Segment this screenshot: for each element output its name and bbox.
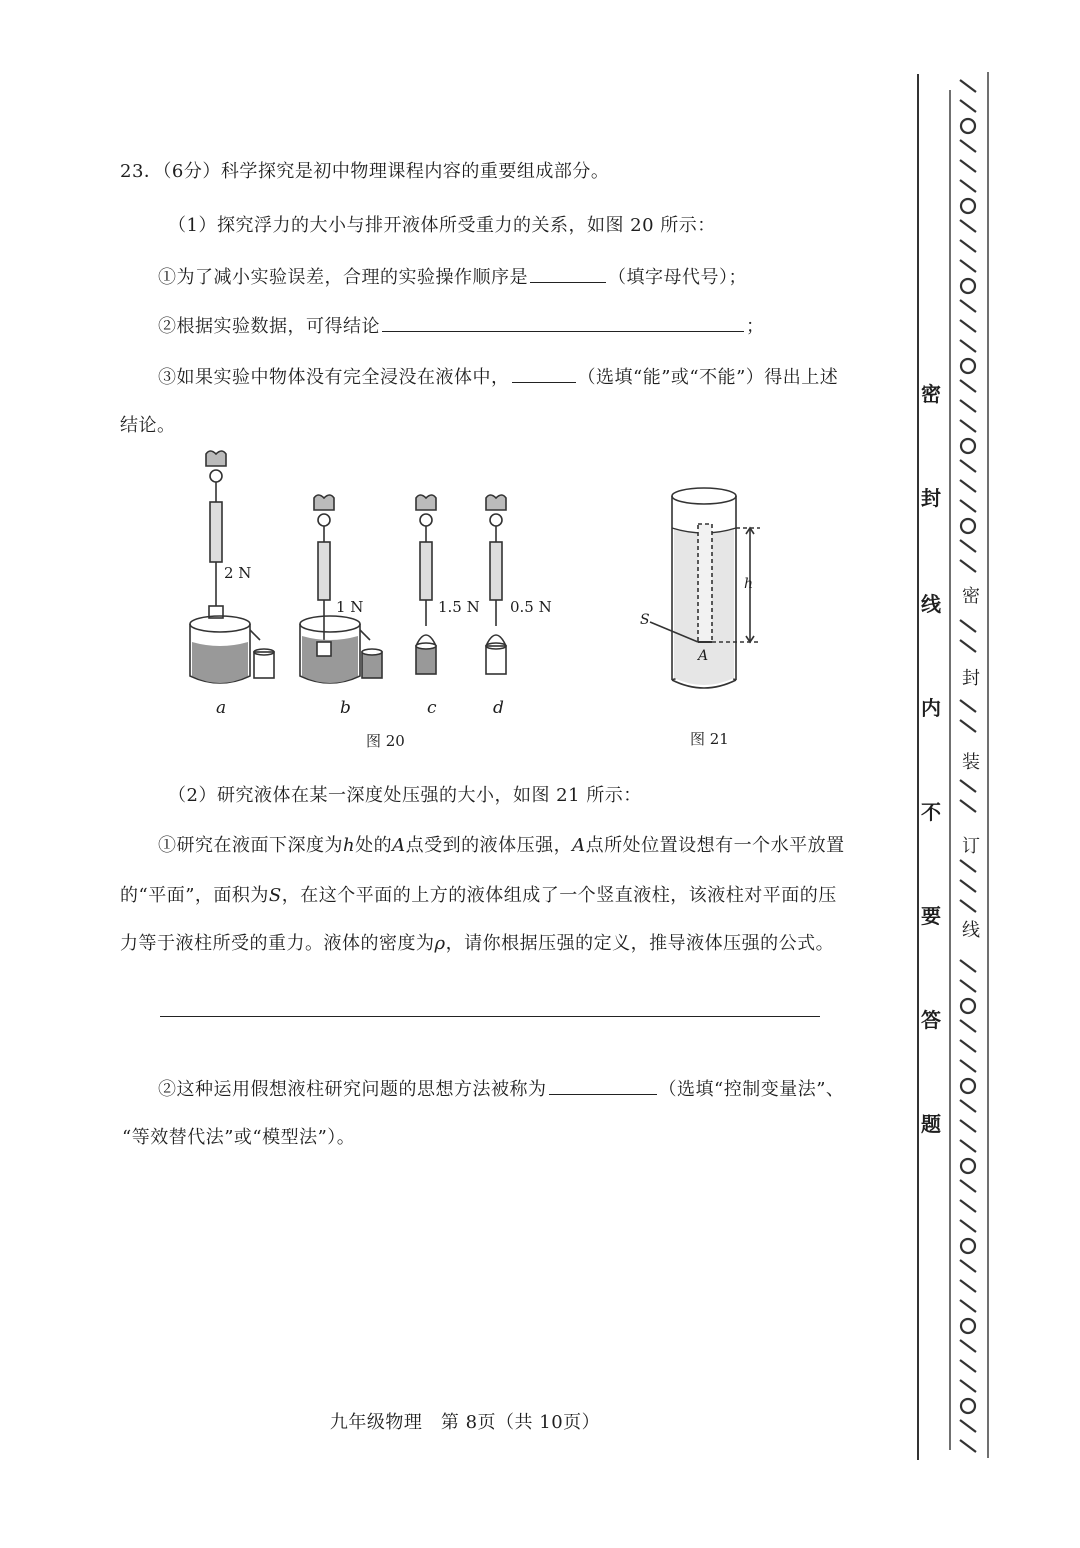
q1-text-before: ①为了减小实验误差，合理的实验操作顺序是: [158, 267, 528, 288]
binding-char-1: 密: [921, 382, 941, 406]
reading-b: 1 N: [336, 598, 364, 616]
part1-question3: [158, 364, 838, 390]
reading-a: 2 N: [224, 564, 252, 582]
small-cup-a: [254, 652, 274, 678]
p2-l1-text-a: ①研究在液面下深度为: [158, 835, 343, 856]
setup-c: [416, 495, 436, 674]
p2-l2-text-a: 的“平面”，面积为: [120, 885, 269, 906]
q2-text-after: ；: [746, 316, 765, 337]
figure-20-caption: 图 20: [366, 732, 405, 750]
derivation-answer-line[interactable]: [160, 1016, 820, 1017]
p2-l1-text-b: 处的: [355, 835, 393, 856]
small-cup-b: [362, 652, 382, 678]
cylinder-top: [672, 488, 736, 504]
scale-ring-c: [420, 514, 432, 526]
scale-ring-b: [318, 514, 330, 526]
liquid-column: [698, 524, 712, 642]
part1-question2: [158, 313, 765, 339]
binding-char-8: 题: [921, 1112, 941, 1136]
q3-text-after: （选填“能”或“不能”）得出上述: [577, 367, 839, 388]
part1-intro: （1）探究浮力的大小与排开液体所受重力的关系，如图 20 所示：: [168, 215, 716, 236]
p2-q2-text-before: ②这种运用假想液柱研究问题的思想方法被称为: [158, 1079, 547, 1100]
reading-c: 1.5 N: [438, 598, 480, 616]
q3-text-before: ③如果实验中物体没有完全浸没在液体中，: [158, 367, 510, 388]
label-a: a: [216, 698, 227, 718]
p2-l2-S: S: [268, 885, 282, 906]
binding-inner-char-4: 订: [962, 836, 980, 857]
part2-line3: [120, 932, 834, 956]
hand-b: [314, 495, 334, 510]
binding-char-3: 线: [921, 592, 941, 616]
spring-scale-a: [210, 502, 222, 562]
p2-l3-text-b: ，请你根据压强的定义，推导液体压强的公式。: [445, 933, 835, 954]
fig21-A-label: A: [698, 648, 709, 664]
part2-line1: [158, 834, 845, 858]
p2-l1-h: h: [343, 835, 356, 856]
binding-notice: [916, 0, 946, 1548]
binding-char-4: 内: [921, 696, 941, 720]
reading-d: 0.5 N: [510, 598, 552, 616]
label-d: d: [493, 698, 504, 718]
binding-char-5: 不: [921, 800, 941, 824]
bucket-d: [486, 646, 506, 674]
spring-scale-b: [318, 542, 330, 600]
p2-l1-A2: A: [572, 835, 586, 856]
q2-text-before: ②根据实验数据，可得结论: [158, 316, 380, 337]
figure-21-caption: 图 21: [690, 730, 729, 748]
spring-scale-d: [490, 542, 502, 600]
bucket-c: [416, 646, 436, 674]
fig21-h-label: h: [744, 576, 754, 592]
scale-ring-d: [490, 514, 502, 526]
hand-c: [416, 495, 436, 510]
part1-question1: [158, 264, 747, 290]
p2-l1-text-c: 点受到的液体压强，: [405, 835, 573, 856]
beaker-rim-b: [300, 616, 360, 632]
q1-answer-blank[interactable]: [530, 264, 606, 283]
binding-inner-char-5: 线: [962, 920, 980, 941]
figure-21-diagram: [640, 484, 770, 700]
part2-question2-cont: “等效替代法”或“模型法”）。: [122, 1127, 356, 1148]
hand-a: [206, 451, 226, 466]
binding-inner-notice: [956, 0, 986, 1548]
q3-answer-blank[interactable]: [512, 364, 576, 383]
label-b: b: [340, 698, 351, 718]
part1-question3-cont: 结论。: [120, 415, 176, 436]
p2-l1-text-d: 点所处位置设想有一个水平放置: [585, 835, 845, 856]
label-c: c: [427, 698, 437, 718]
binding-char-7: 答: [921, 1008, 941, 1032]
p2-q2-answer-blank[interactable]: [549, 1076, 657, 1095]
p2-l3-rho: ρ: [434, 933, 446, 954]
hand-d: [486, 495, 506, 510]
setup-d: [486, 495, 506, 674]
binding-inner-char-1: 密: [962, 586, 980, 607]
q2-answer-blank[interactable]: [382, 313, 744, 332]
spring-scale-c: [420, 542, 432, 600]
p2-q2-text-after: （选填“控制变量法”、: [658, 1079, 845, 1100]
binding-inner-char-3: 装: [962, 752, 980, 773]
fig21-S-label: S: [640, 612, 650, 628]
binding-char-6: 要: [921, 904, 941, 928]
setup-b: [300, 495, 382, 683]
binding-inner-char-2: 封: [962, 668, 980, 689]
question-title: 23．（6分）科学探究是初中物理课程内容的重要组成部分。: [120, 161, 610, 182]
p2-l3-text-a: 力等于液柱所受的重力。液体的密度为: [120, 933, 435, 954]
binding-char-2: 封: [921, 486, 941, 510]
p2-l2-text-b: ，在这个平面的上方的液体组成了一个竖直液柱，该液柱对平面的压: [281, 885, 837, 906]
part2-intro: （2）研究液体在某一深度处压强的大小，如图 21 所示：: [168, 785, 642, 806]
q1-text-after: （填字母代号）；: [608, 267, 747, 288]
scale-ring-a: [210, 470, 222, 482]
part2-line2: [120, 884, 837, 908]
page-footer: 九年级物理 第 8页（共 10页）: [329, 1412, 601, 1433]
part2-question2: [158, 1076, 844, 1102]
p2-l1-A1: A: [392, 835, 406, 856]
object-b: [317, 642, 331, 656]
